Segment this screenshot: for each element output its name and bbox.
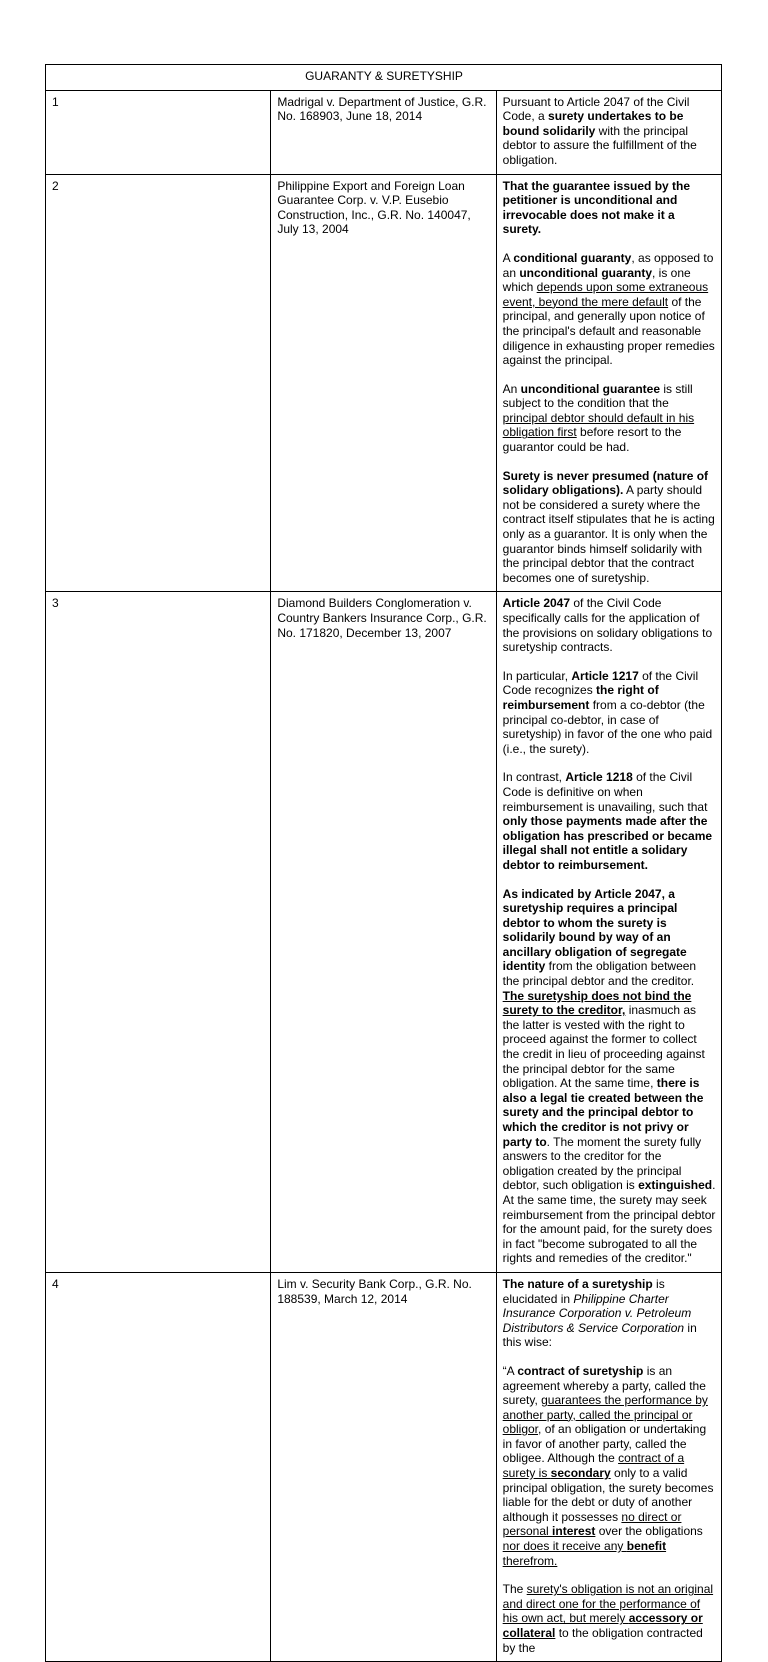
- text-run: A party should not be considered a surety where the contract itself stipulates that he is acting only as a guarantor. It is only when the guarantor binds himself solidarily with the principal debtor that the contract becomes one of suretyship.: [502, 483, 715, 585]
- text-run: Surety is never presumed (nature of solidary obligations).: [502, 468, 709, 498]
- doctrine-paragraph: [503, 770, 716, 872]
- text-run: Article 1218: [565, 770, 633, 785]
- text-run: surety's obligation is not an original and direct one for the performance of his own act, but merely: [502, 1582, 714, 1626]
- text-run: As indicated by Article 2047, a suretyship requires a principal debtor to whom the surety is solidarily bound by way of an ancillary obligation of segregate identity: [502, 886, 687, 974]
- text-run: of the Civil Code is definitive on when reimbursement is unavailing, such that: [502, 770, 708, 814]
- doctrine-paragraph: [503, 669, 716, 757]
- title-row: [46, 65, 722, 91]
- text-run: guarantees the performance by another party, called the principal or obligor: [502, 1393, 708, 1437]
- case-doctrine: [496, 174, 721, 592]
- text-run: depends upon some extraneous event, beyond the mere default: [502, 280, 709, 309]
- text-run: to the obligation contracted by the: [502, 1626, 703, 1655]
- text-run: contract of a surety is: [502, 1451, 685, 1481]
- text-run: Pursuant to Article 2047 of the Civil Code, a: [502, 94, 690, 124]
- text-run: nor does it receive any: [502, 1539, 627, 1554]
- row-number: 1: [46, 90, 271, 174]
- case-citation: Philippine Export and Foreign Loan Guarantee Corp. v. V.P. Eusebio Construction, Inc., G.R. No. 140047, July 13, 2004: [271, 174, 496, 592]
- case-doctrine: [496, 1272, 721, 1661]
- case-doctrine: [496, 592, 721, 1273]
- text-run: interest: [552, 1524, 596, 1539]
- text-run: . At the same time, the surety may seek reimbursement from the principal debtor for the amount paid, for the surety does in fact "become subrogated to all the rights and remedies of the creditor.": [502, 1178, 716, 1266]
- row-number: 2: [46, 174, 271, 592]
- guaranty-suretyship-table: [45, 64, 722, 1662]
- case-citation: Diamond Builders Conglomeration v. Country Bankers Insurance Corp., G.R. No. 171820, December 13, 2007: [271, 592, 496, 1273]
- case-doctrine: [496, 90, 721, 174]
- text-run: Article 1217: [571, 668, 639, 683]
- text-run: before resort to the guarantor could be had.: [502, 425, 682, 455]
- text-run: of the principal, and generally upon notice of the principal's default and reasonable diligence in exhausting proper remedies against the principal.: [502, 294, 715, 368]
- text-run: “A: [502, 1363, 518, 1378]
- text-run: extinguished: [638, 1178, 713, 1193]
- doctrine-paragraph: [503, 95, 716, 168]
- text-run: only those payments made after the obligation has prescribed or became illegal shall not entitle a solidary debtor to reimbursement.: [502, 814, 713, 872]
- case-citation: Lim v. Security Bank Corp., G.R. No. 188539, March 12, 2014: [271, 1272, 496, 1661]
- text-run: secondary: [550, 1466, 611, 1481]
- text-run: principal debtor should default in his obligation first: [502, 410, 695, 440]
- text-run: unconditional guaranty: [519, 265, 653, 280]
- doctrine-paragraph: [503, 1582, 716, 1655]
- text-run: The: [502, 1582, 527, 1597]
- text-run: contract of suretyship: [517, 1363, 644, 1378]
- table-title: GUARANTY & SURETYSHIP: [46, 65, 722, 91]
- text-run: In particular,: [502, 668, 572, 683]
- text-run: is an agreement whereby a party, called the surety,: [502, 1363, 706, 1408]
- case-citation: Madrigal v. Department of Justice, G.R. No. 168903, June 18, 2014: [271, 90, 496, 174]
- text-run: , as opposed to an: [502, 250, 714, 280]
- doctrine-paragraph: [503, 1364, 716, 1568]
- text-run: unconditional guarantee: [520, 381, 661, 396]
- text-run: of the Civil Code recognizes: [502, 668, 699, 698]
- text-run: Article 2047: [502, 596, 571, 611]
- text-run: That the guarantee issued by the petitioner is unconditional and irrevocable does not make it a surety.: [502, 178, 691, 237]
- doctrine-paragraph: [503, 596, 716, 654]
- text-run: Philippine Charter Insurance Corporation v. Petroleum Distributors & Service Corporation: [502, 1291, 692, 1335]
- table-row: [46, 174, 722, 592]
- row-number: 4: [46, 1272, 271, 1661]
- doctrine-paragraph: [503, 251, 716, 368]
- text-run: conditional guaranty: [513, 250, 632, 265]
- text-run: The suretyship does not bind the surety to the creditor,: [502, 988, 692, 1018]
- row-number: 3: [46, 592, 271, 1273]
- text-run: accessory or collateral: [502, 1611, 703, 1640]
- text-run: inasmuch as the latter is vested with the right to proceed against the former to collect the credit in lieu of proceeding against the principal debtor for the same obligation. At the same time,: [502, 1003, 705, 1091]
- text-run: is elucidated in: [502, 1276, 665, 1306]
- text-run: therefrom.: [502, 1553, 558, 1568]
- text-run: only to a valid principal obligation, the surety becomes liable for the debt or duty of another although it possesses: [502, 1466, 714, 1524]
- text-run: An: [502, 381, 521, 396]
- text-run: with the principal debtor to assure the fulfillment of the obligation.: [502, 123, 697, 167]
- text-run: there is also a legal tie created between the surety and the principal debtor to which the creditor is not privy or party to: [502, 1076, 704, 1149]
- text-run: the right of reimbursement: [502, 683, 659, 712]
- text-run: , is one which: [502, 265, 691, 295]
- table-row: [46, 90, 722, 174]
- text-run: from a co-debtor (the principal co-debtor, in case of suretyship) in favor of the one who paid (i.e., the surety).: [502, 697, 713, 756]
- text-run: In contrast,: [502, 770, 566, 785]
- text-run: , of an obligation or undertaking in favor of another party, called the obligee. Although the: [502, 1422, 707, 1466]
- doctrine-paragraph: [503, 1277, 716, 1350]
- text-run: is still subject to the condition that the: [502, 381, 693, 411]
- table-row: [46, 592, 722, 1273]
- text-run: no direct or personal: [502, 1509, 682, 1539]
- text-run: from the obligation between the principal debtor and the creditor.: [502, 959, 697, 989]
- text-run: The nature of a suretyship: [502, 1276, 653, 1291]
- text-run: over the obligations: [595, 1524, 703, 1539]
- text-run: A: [502, 250, 514, 265]
- text-run: in this wise:: [502, 1320, 697, 1350]
- text-run: . The moment the surety fully answers to the creditor for the obligation created by the principal debtor, such obligation is: [502, 1134, 702, 1193]
- doctrine-paragraph: [503, 469, 716, 586]
- text-run: surety undertakes to be bound solidarily: [502, 109, 684, 138]
- doctrine-paragraph: [503, 887, 716, 1266]
- doctrine-paragraph: [503, 179, 716, 237]
- text-run: benefit: [626, 1539, 667, 1554]
- table-row: [46, 1272, 722, 1661]
- doctrine-paragraph: [503, 382, 716, 455]
- text-run: of the Civil Code specifically calls for the application of the provisions on solidary obligations to suretyship contracts.: [502, 596, 713, 655]
